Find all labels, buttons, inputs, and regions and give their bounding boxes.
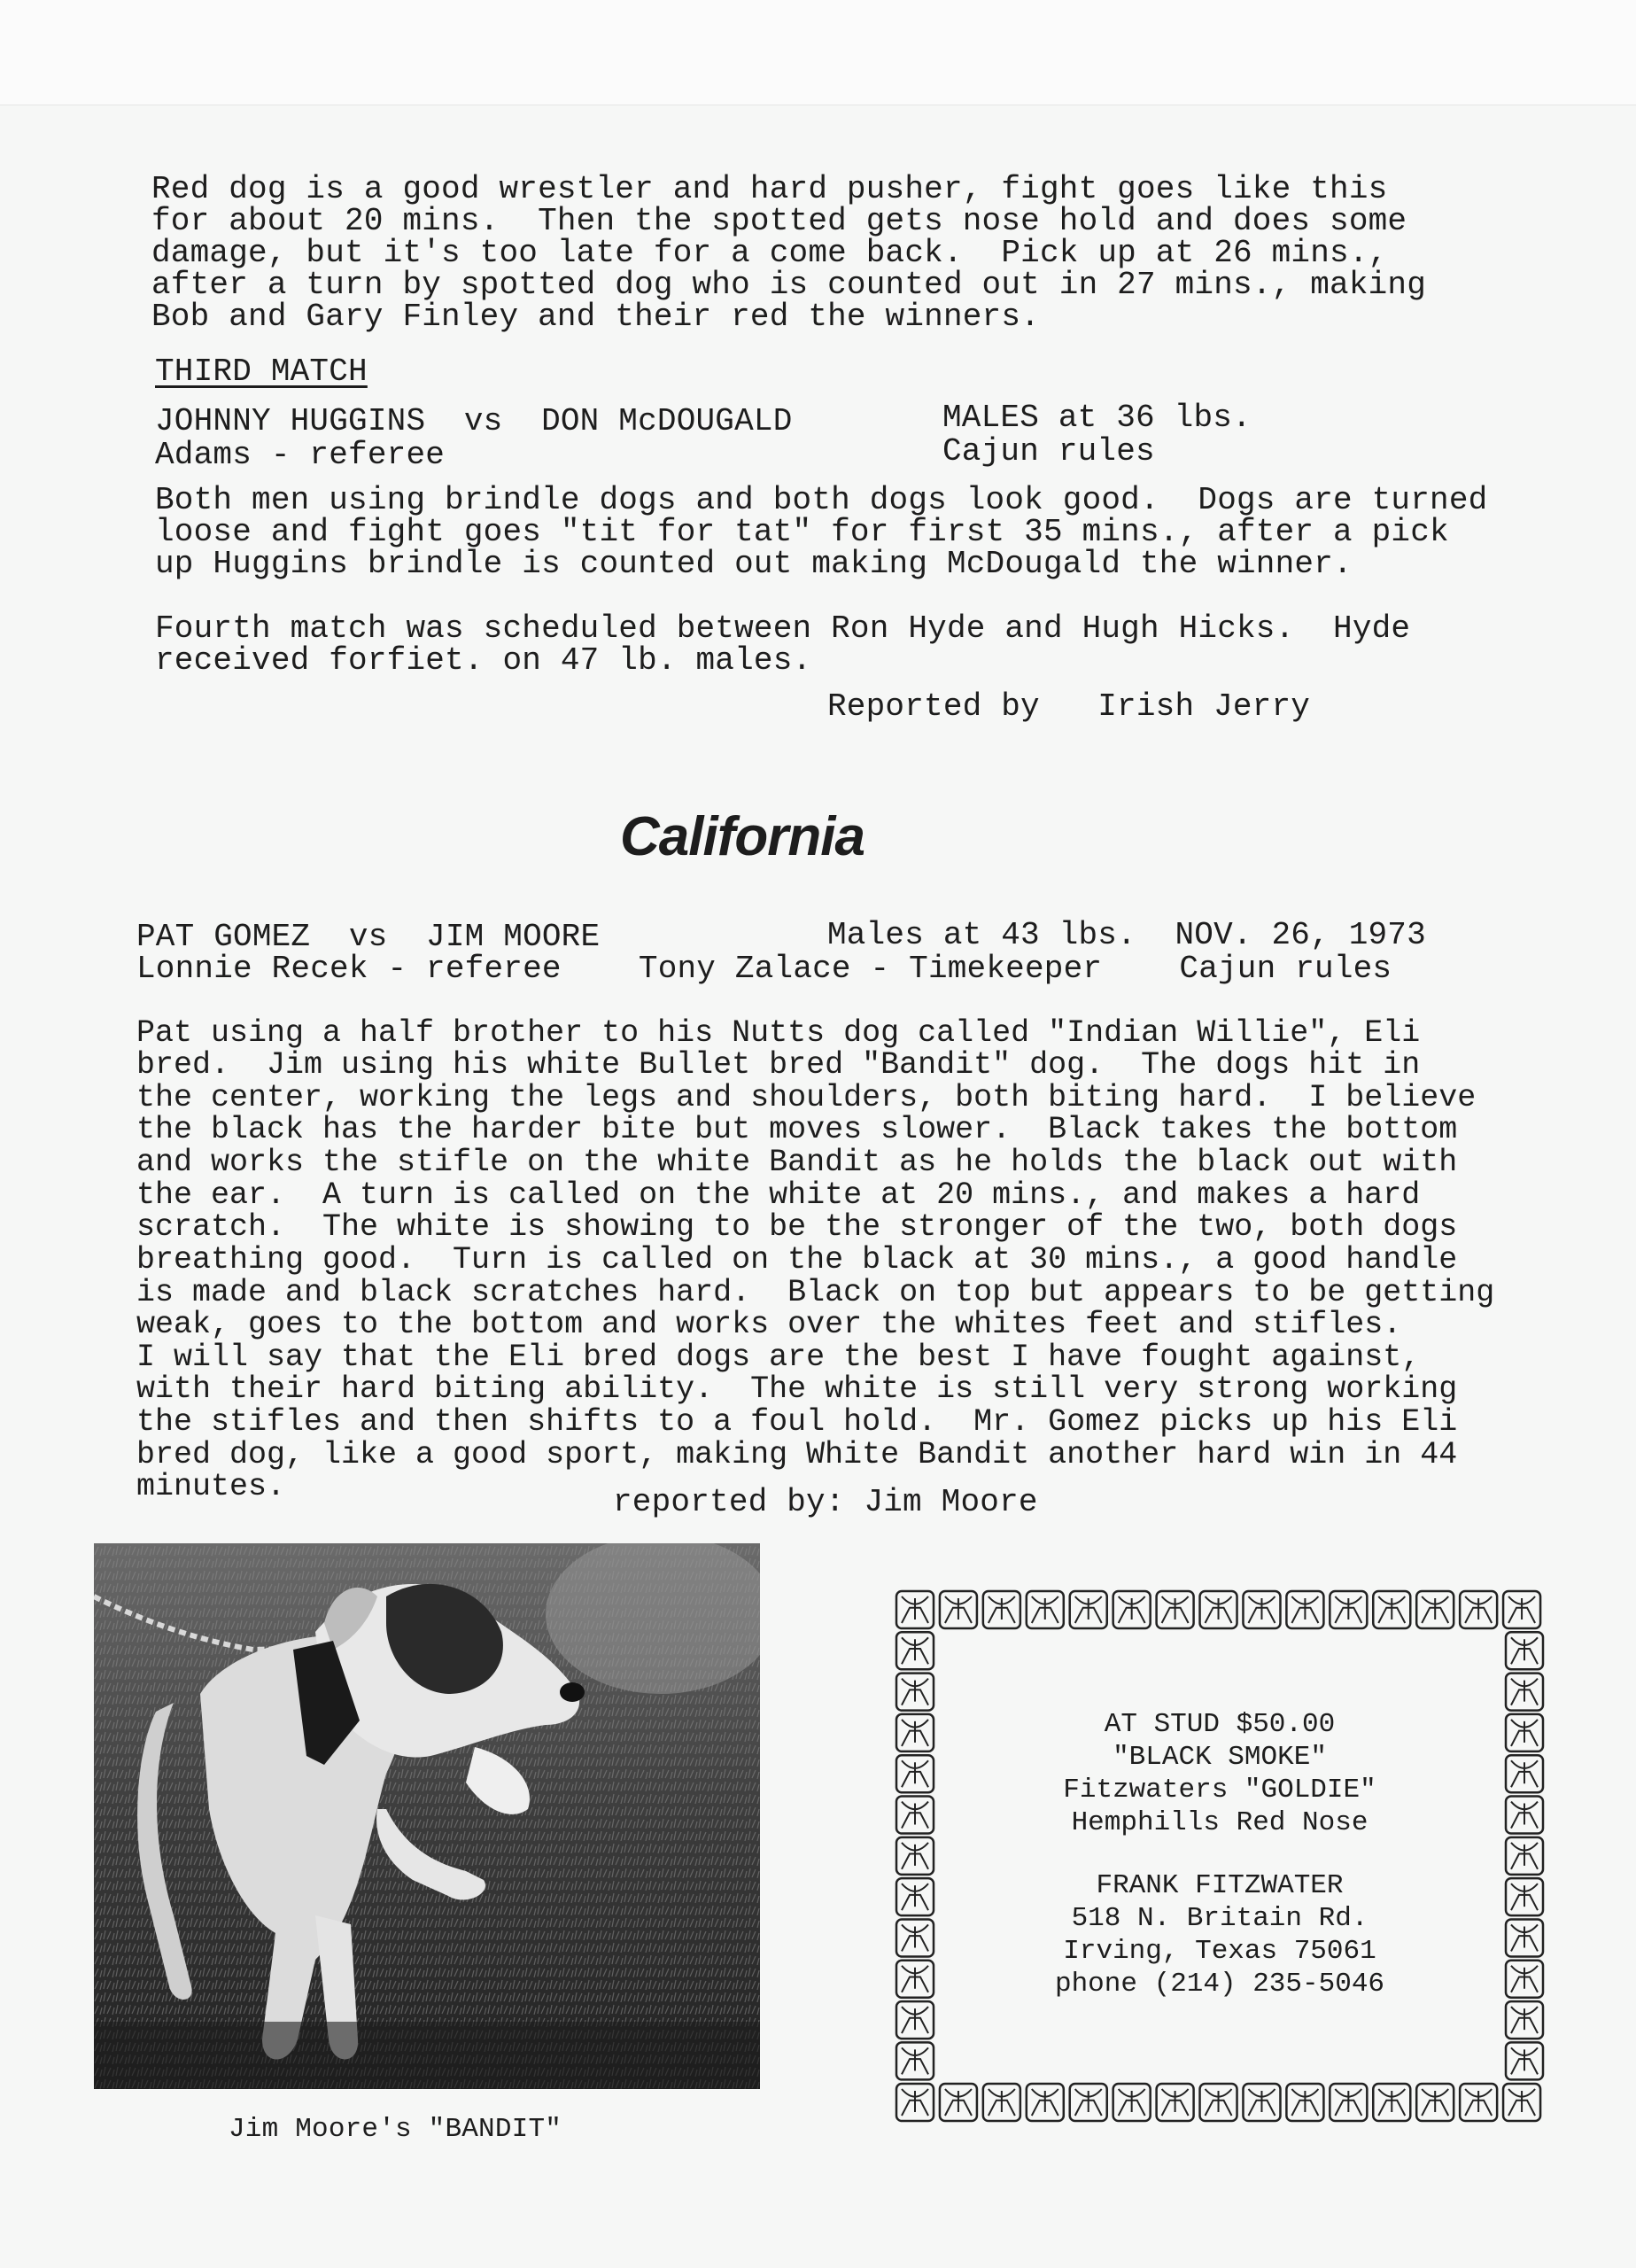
california-officials: Lonnie Recek - referee Tony Zalace - Timekeeper Cajun rules	[136, 951, 1392, 987]
ad-contact-line: Irving, Texas 75061	[1063, 1936, 1376, 1967]
body-line: and works the stifle on the white Bandit as he holds the black out with	[136, 1145, 1458, 1180]
border-ornament	[1506, 1674, 1543, 1711]
border-ornament	[1027, 1591, 1064, 1628]
border-ornament	[1506, 1632, 1543, 1669]
ad-line: "BLACK SMOKE"	[1113, 1742, 1327, 1773]
ad-contact-line: 518 N. Britain Rd.	[1071, 1903, 1369, 1934]
body-line: is made and black scratches hard. Black on top but appears to be getting	[136, 1275, 1495, 1310]
body-line: Fourth match was scheduled between Ron Hyde and Hugh Hicks. Hyde	[155, 610, 1411, 647]
body-line: breathing good. Turn is called on the black at 30 mins., a good handle	[136, 1242, 1458, 1278]
ornamental-border	[895, 1589, 1545, 2123]
dog-photo	[94, 1543, 760, 2089]
border-ornament	[1373, 1591, 1410, 1628]
stud-advertisement	[895, 1589, 1545, 2123]
third-match-contestants: JOHNNY HUGGINS vs DON McDOUGALD	[155, 403, 793, 439]
border-ornament	[1157, 2084, 1194, 2121]
body-line: after a turn by spotted dog who is counted out in 27 mins., making	[151, 267, 1427, 303]
border-ornament	[1460, 1591, 1497, 1628]
body-line: Both men using brindle dogs and both dogs look good. Dogs are turned	[155, 482, 1488, 518]
reported-by-jim-moore: reported by: Jim Moore	[613, 1484, 1038, 1520]
body-line: I will say that the Eli bred dogs are the best I have fought against,	[136, 1340, 1421, 1375]
body-line: Bob and Gary Finley and their red the winners.	[151, 299, 1040, 335]
body-line: received forfiet. on 47 lb. males.	[155, 642, 812, 679]
reported-by-irish-jerry: Reported by Irish Jerry	[827, 688, 1311, 725]
photo-caption: Jim Moore's "BANDIT"	[229, 2114, 562, 2145]
third-match-rules: Cajun rules	[942, 433, 1155, 470]
body-line: scratch. The white is showing to be the stronger of the two, both dogs	[136, 1209, 1458, 1245]
ad-contact-line: phone (214) 235-5046	[1054, 1969, 1385, 2000]
border-ornament	[983, 1591, 1020, 1628]
border-ornament	[896, 2042, 934, 2079]
body-line: bred. Jim using his white Bullet bred "Bandit" dog. The dogs hit in	[136, 1047, 1421, 1083]
border-ornament	[896, 1591, 934, 1628]
border-ornament	[1460, 2084, 1497, 2121]
scan-top-band	[0, 0, 1636, 105]
border-ornament	[1200, 2084, 1237, 2121]
border-ornament	[1157, 1591, 1194, 1628]
ad-line: AT STUD $50.00	[1104, 1709, 1336, 1740]
body-line: loose and fight goes "tit for tat" for first 35 mins., after a pick	[155, 514, 1449, 550]
body-line: bred dog, like a good sport, making White Bandit another hard win in 44	[136, 1437, 1458, 1472]
border-ornament	[896, 1674, 934, 1711]
border-ornament	[1243, 1591, 1280, 1628]
ad-contact-line: FRANK FITZWATER	[1096, 1870, 1344, 1901]
ad-line: Hemphills Red Nose	[1071, 1807, 1369, 1838]
border-ornament	[1416, 2084, 1454, 2121]
body-line: Pat using a half brother to his Nutts dog called "Indian Willie", Eli	[136, 1015, 1421, 1051]
border-ornament	[1416, 1591, 1454, 1628]
border-ornament	[940, 2084, 977, 2121]
border-ornament	[983, 2084, 1020, 2121]
border-ornament	[1503, 2084, 1540, 2121]
california-heading: California	[620, 806, 865, 867]
border-ornament	[1503, 1591, 1540, 1628]
border-ornament	[1070, 1591, 1107, 1628]
california-weight-date: Males at 43 lbs. NOV. 26, 1973	[827, 917, 1426, 953]
body-line: up Huggins brindle is counted out making McDougald the winner.	[155, 546, 1353, 582]
third-match-referee: Adams - referee	[155, 437, 446, 473]
border-ornament	[1200, 1591, 1237, 1628]
border-ornament	[940, 1591, 977, 1628]
body-line: with their hard biting ability. The white is still very strong working	[136, 1371, 1458, 1407]
border-ornament	[1286, 1591, 1323, 1628]
body-line: Red dog is a good wrestler and hard pusher, fight goes like this	[151, 171, 1388, 207]
body-line: for about 20 mins. Then the spotted gets nose hold and does some	[151, 203, 1407, 239]
body-line: minutes.	[136, 1469, 286, 1504]
third-match-title: THIRD MATCH	[155, 353, 368, 390]
border-ornament	[1506, 2042, 1543, 2079]
border-ornament	[1373, 2084, 1410, 2121]
body-line: the ear. A turn is called on the white at 20 mins., and makes a hard	[136, 1177, 1421, 1213]
border-ornament	[1330, 1591, 1367, 1628]
ad-line: Fitzwaters "GOLDIE"	[1063, 1775, 1376, 1806]
border-ornament	[896, 1632, 934, 1669]
border-ornament	[1113, 1591, 1151, 1628]
body-line: damage, but it's too late for a come back. Pick up at 26 mins.,	[151, 235, 1388, 271]
third-match-weight: MALES at 36 lbs.	[942, 400, 1252, 436]
border-ornament	[1113, 2084, 1151, 2121]
border-ornament	[896, 2001, 934, 2039]
border-ornament	[1330, 2084, 1367, 2121]
border-ornament	[1506, 2001, 1543, 2039]
border-ornament	[1070, 2084, 1107, 2121]
border-ornament	[1027, 2084, 1064, 2121]
body-line: the stifles and then shifts to a foul hold. Mr. Gomez picks up his Eli	[136, 1404, 1458, 1440]
california-match: PAT GOMEZ vs JIM MOORE	[136, 919, 601, 955]
body-line: the center, working the legs and shoulders, both biting hard. I believe	[136, 1080, 1477, 1115]
border-ornament	[1286, 2084, 1323, 2121]
body-line: weak, goes to the bottom and works over the whites feet and stifles.	[136, 1307, 1402, 1342]
border-ornament	[1243, 2084, 1280, 2121]
border-ornament	[896, 2084, 934, 2121]
body-line: the black has the harder bite but moves slower. Black takes the bottom	[136, 1112, 1458, 1147]
